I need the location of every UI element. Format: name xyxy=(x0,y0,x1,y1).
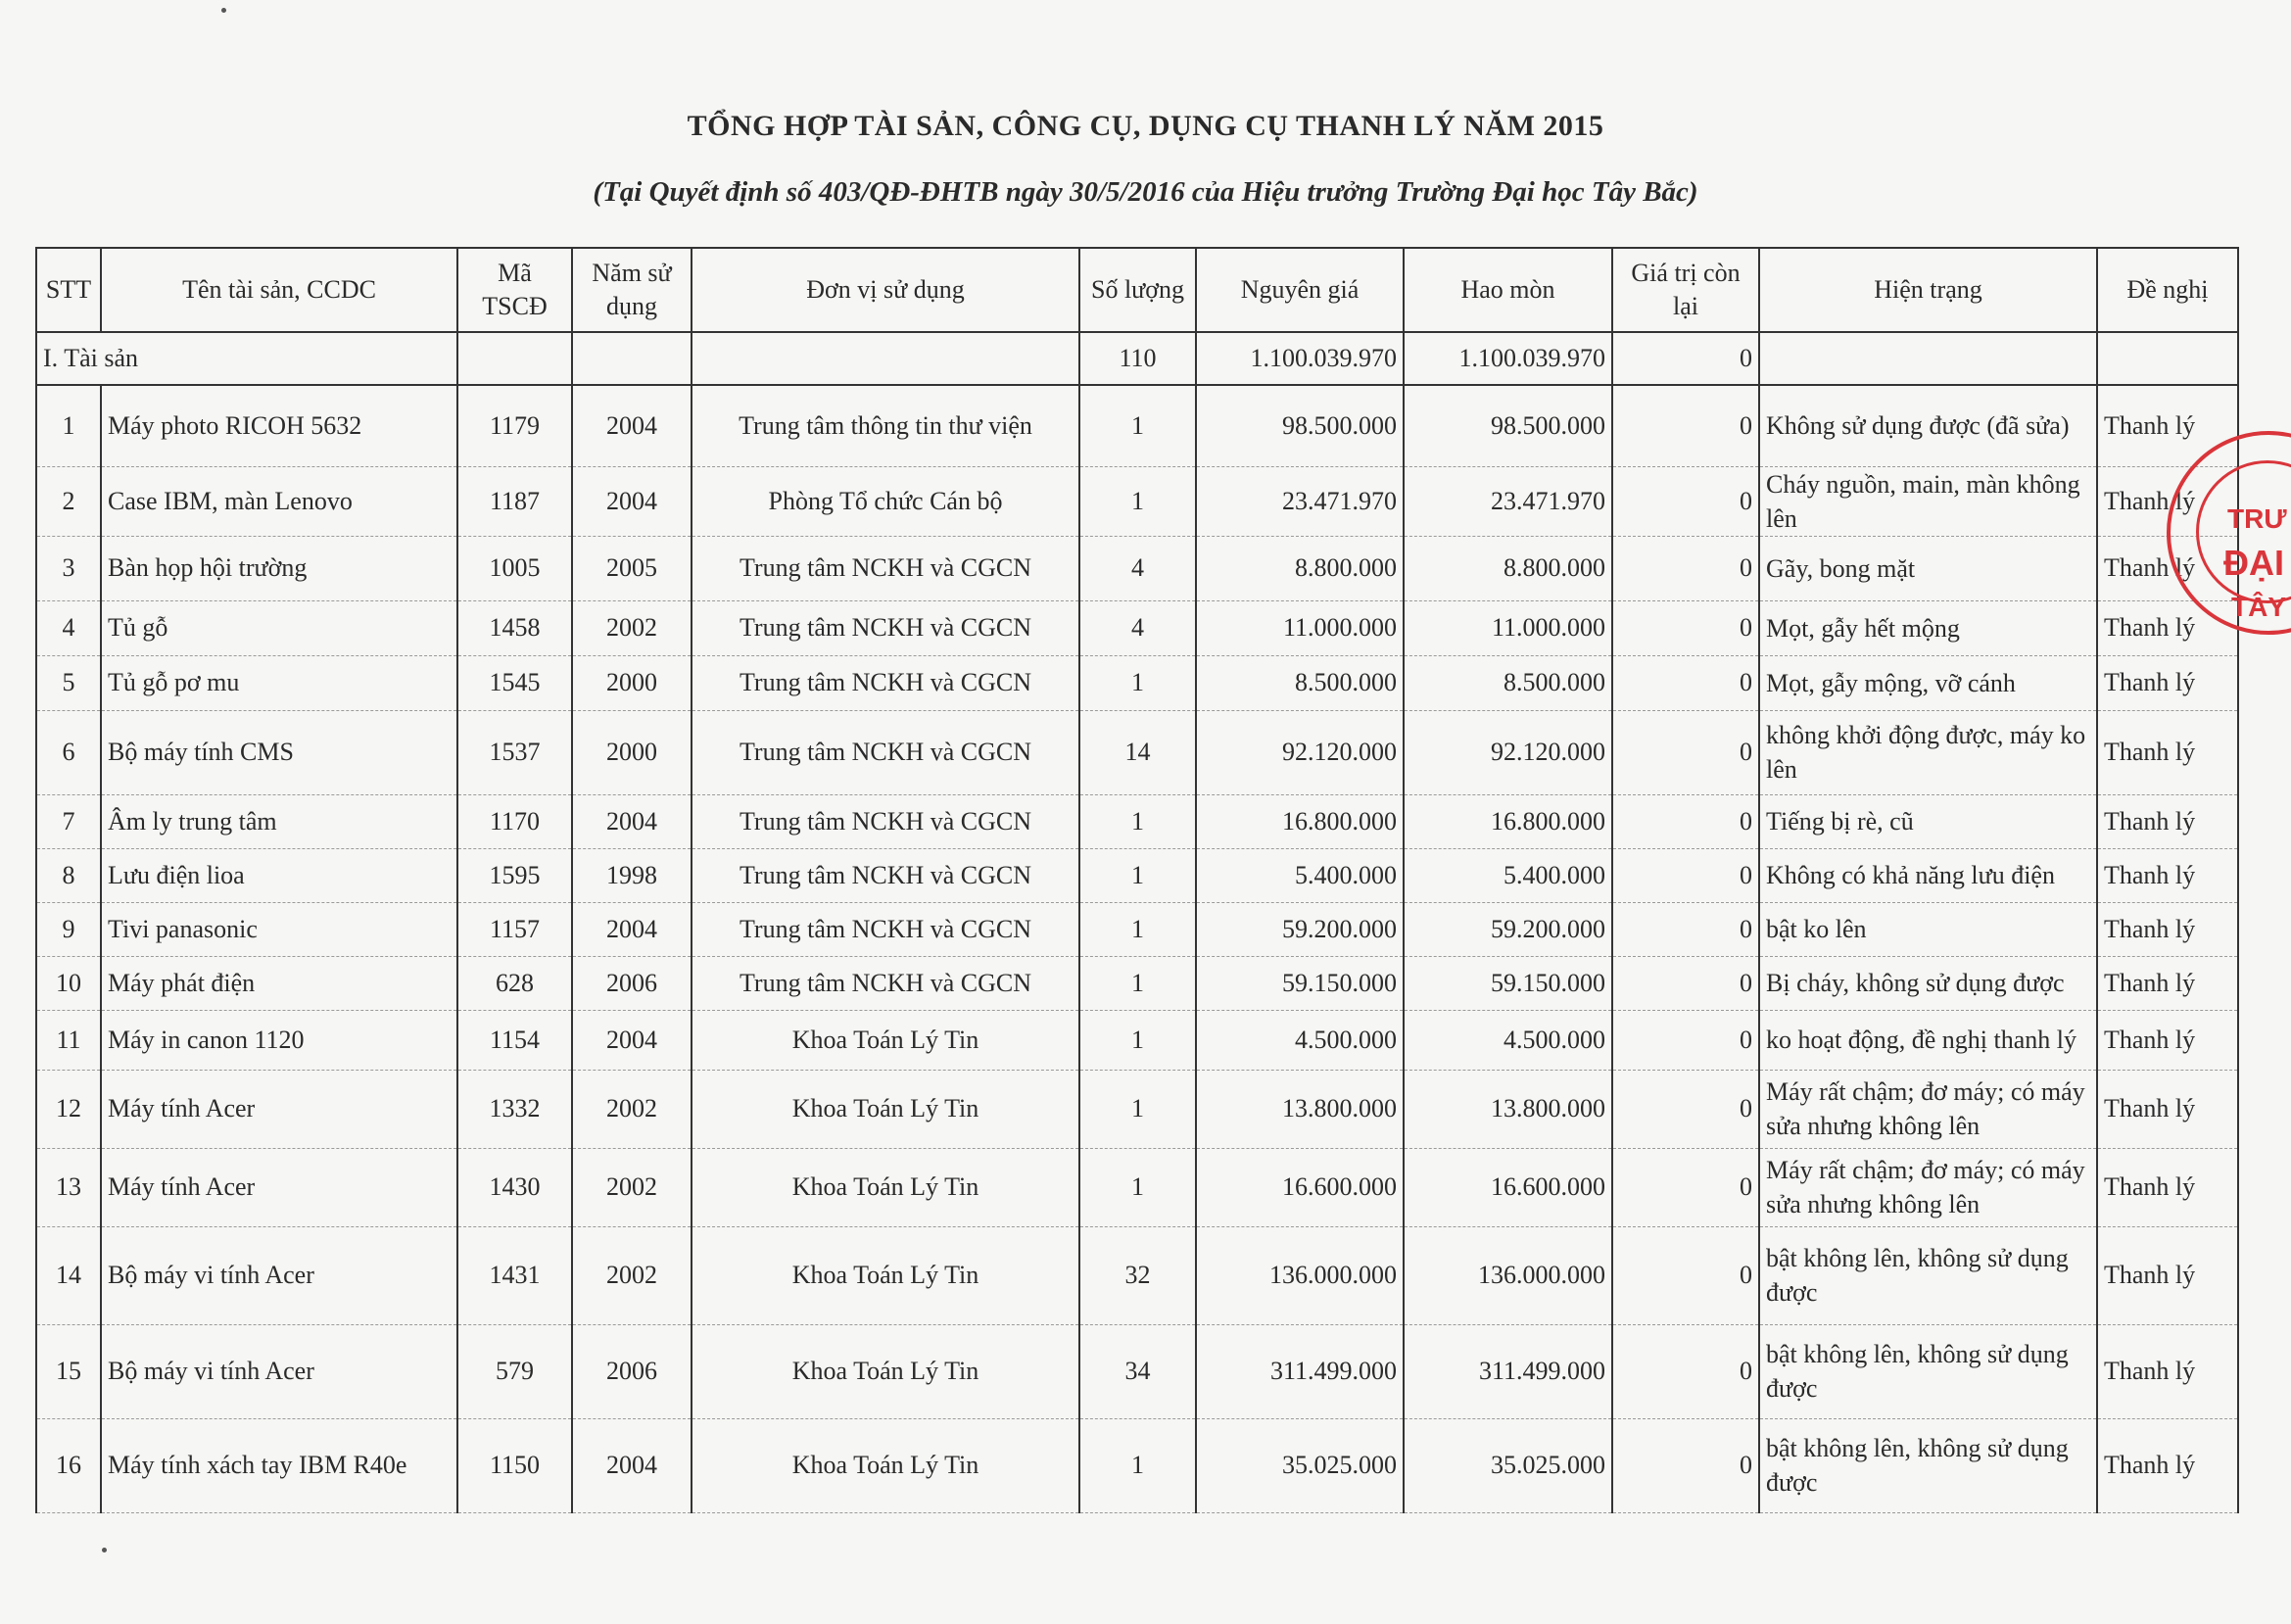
row-remaining-value: 0 xyxy=(1612,1226,1759,1324)
row-proposal: Thanh lý xyxy=(2097,536,2238,600)
row-status: Mọt, gẫy mộng, vỡ cánh xyxy=(1759,655,2097,710)
row-original-price: 136.000.000 xyxy=(1196,1226,1404,1324)
row-asset-code: 1595 xyxy=(457,848,572,902)
row-depreciation: 16.800.000 xyxy=(1404,794,1612,848)
table-row xyxy=(36,1418,2238,1512)
row-asset-code: 1150 xyxy=(457,1418,572,1512)
row-remaining-value: 0 xyxy=(1612,848,1759,902)
row-depreciation: 311.499.000 xyxy=(1404,1324,1612,1418)
row-asset-name: Máy photo RICOH 5632 xyxy=(101,385,457,466)
row-original-price: 13.800.000 xyxy=(1196,1070,1404,1148)
row-asset-name: Bộ máy vi tính Acer xyxy=(101,1324,457,1418)
section-quantity: 110 xyxy=(1079,332,1196,385)
row-stt: 7 xyxy=(36,794,101,848)
row-asset-name: Máy phát điện xyxy=(101,956,457,1010)
row-asset-code: 1154 xyxy=(457,1010,572,1070)
row-depreciation: 59.200.000 xyxy=(1404,902,1612,956)
row-year: 2006 xyxy=(572,1324,692,1418)
row-proposal: Thanh lý xyxy=(2097,1324,2238,1418)
table-row xyxy=(36,848,2238,902)
row-year: 2000 xyxy=(572,710,692,794)
row-asset-code: 1431 xyxy=(457,1226,572,1324)
row-status: bật không lên, không sử dụng được xyxy=(1759,1324,2097,1418)
row-status: Tiếng bị rè, cũ xyxy=(1759,794,2097,848)
row-quantity: 1 xyxy=(1079,655,1196,710)
row-quantity: 1 xyxy=(1079,1010,1196,1070)
row-status: Máy rất chậm; đơ máy; có máy sửa nhưng không lên xyxy=(1759,1148,2097,1226)
row-remaining-value: 0 xyxy=(1612,956,1759,1010)
row-quantity: 1 xyxy=(1079,1418,1196,1512)
document-subtitle: (Tại Quyết định số 403/QĐ-ĐHTB ngày 30/5/2016 của Hiệu trưởng Trường Đại học Tây Bắc) xyxy=(593,176,1698,208)
row-year: 1998 xyxy=(572,848,692,902)
row-asset-code: 1187 xyxy=(457,466,572,536)
row-proposal: Thanh lý xyxy=(2097,655,2238,710)
row-stt: 8 xyxy=(36,848,101,902)
row-quantity: 32 xyxy=(1079,1226,1196,1324)
table-row xyxy=(36,1148,2238,1226)
row-remaining-value: 0 xyxy=(1612,710,1759,794)
row-unit: Trung tâm NCKH và CGCN xyxy=(692,848,1079,902)
row-proposal: Thanh lý xyxy=(2097,956,2238,1010)
row-unit: Khoa Toán Lý Tin xyxy=(692,1070,1079,1148)
header-proposal: Đề nghị xyxy=(2097,248,2238,332)
row-original-price: 4.500.000 xyxy=(1196,1010,1404,1070)
row-original-price: 5.400.000 xyxy=(1196,848,1404,902)
header-year: Năm sử dụng xyxy=(572,248,692,332)
row-remaining-value: 0 xyxy=(1612,1010,1759,1070)
row-asset-name: Bộ máy vi tính Acer xyxy=(101,1226,457,1324)
scan-speck xyxy=(102,1548,107,1552)
asset-table xyxy=(35,247,2239,1513)
row-remaining-value: 0 xyxy=(1612,655,1759,710)
table-row xyxy=(36,794,2238,848)
row-status: Bị cháy, không sử dụng được xyxy=(1759,956,2097,1010)
table-row xyxy=(36,536,2238,600)
row-quantity: 1 xyxy=(1079,902,1196,956)
row-status: bật ko lên xyxy=(1759,902,2097,956)
row-unit: Khoa Toán Lý Tin xyxy=(692,1226,1079,1324)
table-row xyxy=(36,655,2238,710)
row-stt: 1 xyxy=(36,385,101,466)
row-remaining-value: 0 xyxy=(1612,902,1759,956)
row-remaining-value: 0 xyxy=(1612,600,1759,655)
table-row xyxy=(36,1010,2238,1070)
row-quantity: 34 xyxy=(1079,1324,1196,1418)
row-remaining-value: 0 xyxy=(1612,794,1759,848)
row-depreciation: 35.025.000 xyxy=(1404,1418,1612,1512)
row-year: 2006 xyxy=(572,956,692,1010)
row-stt: 9 xyxy=(36,902,101,956)
row-asset-name: Máy tính xách tay IBM R40e xyxy=(101,1418,457,1512)
section-original: 1.100.039.970 xyxy=(1196,332,1404,385)
row-original-price: 8.800.000 xyxy=(1196,536,1404,600)
row-quantity: 1 xyxy=(1079,1148,1196,1226)
header-stt: STT xyxy=(36,248,101,332)
header-status: Hiện trạng xyxy=(1759,248,2097,332)
row-asset-code: 1005 xyxy=(457,536,572,600)
scan-speck xyxy=(221,8,226,13)
row-asset-code: 1332 xyxy=(457,1070,572,1148)
row-quantity: 1 xyxy=(1079,1070,1196,1148)
row-status: bật không lên, không sử dụng được xyxy=(1759,1226,2097,1324)
row-status: Mọt, gẫy hết mộng xyxy=(1759,600,2097,655)
row-stt: 14 xyxy=(36,1226,101,1324)
row-quantity: 1 xyxy=(1079,956,1196,1010)
row-stt: 4 xyxy=(36,600,101,655)
row-asset-code: 1157 xyxy=(457,902,572,956)
row-original-price: 23.471.970 xyxy=(1196,466,1404,536)
row-depreciation: 11.000.000 xyxy=(1404,600,1612,655)
row-stt: 2 xyxy=(36,466,101,536)
row-quantity: 14 xyxy=(1079,710,1196,794)
table-row xyxy=(36,1226,2238,1324)
table-row xyxy=(36,1324,2238,1418)
row-quantity: 1 xyxy=(1079,848,1196,902)
row-quantity: 1 xyxy=(1079,794,1196,848)
row-unit: Phòng Tổ chức Cán bộ xyxy=(692,466,1079,536)
row-original-price: 311.499.000 xyxy=(1196,1324,1404,1418)
row-status: bật không lên, không sử dụng được xyxy=(1759,1418,2097,1512)
row-proposal: Thanh lý xyxy=(2097,794,2238,848)
row-depreciation: 13.800.000 xyxy=(1404,1070,1612,1148)
row-unit: Trung tâm NCKH và CGCN xyxy=(692,794,1079,848)
row-unit: Trung tâm NCKH và CGCN xyxy=(692,902,1079,956)
row-asset-name: Máy tính Acer xyxy=(101,1070,457,1148)
row-depreciation: 59.150.000 xyxy=(1404,956,1612,1010)
row-asset-code: 579 xyxy=(457,1324,572,1418)
table-row xyxy=(36,466,2238,536)
header-remaining-value: Giá trị còn lại xyxy=(1612,248,1759,332)
row-proposal: Thanh lý xyxy=(2097,1070,2238,1148)
row-asset-name: Tivi panasonic xyxy=(101,902,457,956)
row-depreciation: 92.120.000 xyxy=(1404,710,1612,794)
row-unit: Trung tâm NCKH và CGCN xyxy=(692,956,1079,1010)
row-asset-name: Tủ gỗ pơ mu xyxy=(101,655,457,710)
section-depreciation: 1.100.039.970 xyxy=(1404,332,1612,385)
row-status: Không sử dụng được (đã sửa) xyxy=(1759,385,2097,466)
row-original-price: 59.150.000 xyxy=(1196,956,1404,1010)
row-asset-code: 1545 xyxy=(457,655,572,710)
row-depreciation: 16.600.000 xyxy=(1404,1148,1612,1226)
table-row xyxy=(36,902,2238,956)
row-unit: Trung tâm NCKH và CGCN xyxy=(692,600,1079,655)
table-row xyxy=(36,600,2238,655)
row-quantity: 4 xyxy=(1079,536,1196,600)
row-proposal: Thanh lý xyxy=(2097,1418,2238,1512)
row-unit: Khoa Toán Lý Tin xyxy=(692,1148,1079,1226)
row-original-price: 98.500.000 xyxy=(1196,385,1404,466)
row-status: Cháy nguồn, main, màn không lên xyxy=(1759,466,2097,536)
row-year: 2004 xyxy=(572,902,692,956)
row-unit: Khoa Toán Lý Tin xyxy=(692,1418,1079,1512)
row-original-price: 16.800.000 xyxy=(1196,794,1404,848)
row-original-price: 35.025.000 xyxy=(1196,1418,1404,1512)
row-year: 2000 xyxy=(572,655,692,710)
row-quantity: 1 xyxy=(1079,385,1196,466)
row-quantity: 1 xyxy=(1079,466,1196,536)
row-stt: 11 xyxy=(36,1010,101,1070)
section-remaining: 0 xyxy=(1612,332,1759,385)
row-original-price: 16.600.000 xyxy=(1196,1148,1404,1226)
row-remaining-value: 0 xyxy=(1612,1070,1759,1148)
row-remaining-value: 0 xyxy=(1612,385,1759,466)
row-proposal: Thanh lý xyxy=(2097,600,2238,655)
row-asset-name: Bộ máy tính CMS xyxy=(101,710,457,794)
header-original-price: Nguyên giá xyxy=(1196,248,1404,332)
row-status: Không có khả năng lưu điện xyxy=(1759,848,2097,902)
row-asset-name: Case IBM, màn Lenovo xyxy=(101,466,457,536)
row-asset-name: Máy in canon 1120 xyxy=(101,1010,457,1070)
table-row xyxy=(36,710,2238,794)
header-unit: Đơn vị sử dụng xyxy=(692,248,1079,332)
row-stt: 15 xyxy=(36,1324,101,1418)
row-year: 2004 xyxy=(572,1010,692,1070)
table-row xyxy=(36,1070,2238,1148)
row-remaining-value: 0 xyxy=(1612,1418,1759,1512)
row-unit: Trung tâm NCKH và CGCN xyxy=(692,710,1079,794)
row-status: không khởi động được, máy ko lên xyxy=(1759,710,2097,794)
row-asset-code: 1430 xyxy=(457,1148,572,1226)
row-depreciation: 23.471.970 xyxy=(1404,466,1612,536)
row-unit: Trung tâm NCKH và CGCN xyxy=(692,536,1079,600)
row-quantity: 4 xyxy=(1079,600,1196,655)
table-header-row xyxy=(36,248,2238,332)
row-proposal: Thanh lý xyxy=(2097,1148,2238,1226)
row-stt: 16 xyxy=(36,1418,101,1512)
header-quantity: Số lượng xyxy=(1079,248,1196,332)
row-year: 2002 xyxy=(572,1226,692,1324)
row-asset-code: 628 xyxy=(457,956,572,1010)
row-year: 2004 xyxy=(572,466,692,536)
row-status: Máy rất chậm; đơ máy; có máy sửa nhưng không lên xyxy=(1759,1070,2097,1148)
document-title: TỔNG HỢP TÀI SẢN, CÔNG CỤ, DỤNG CỤ THANH LÝ NĂM 2015 xyxy=(687,110,1604,142)
row-depreciation: 5.400.000 xyxy=(1404,848,1612,902)
row-stt: 6 xyxy=(36,710,101,794)
row-year: 2002 xyxy=(572,600,692,655)
row-stt: 3 xyxy=(36,536,101,600)
row-asset-name: Bàn họp hội trường xyxy=(101,536,457,600)
row-asset-name: Lưu điện lioa xyxy=(101,848,457,902)
row-stt: 13 xyxy=(36,1148,101,1226)
row-asset-code: 1179 xyxy=(457,385,572,466)
row-original-price: 8.500.000 xyxy=(1196,655,1404,710)
row-asset-name: Tủ gỗ xyxy=(101,600,457,655)
row-asset-code: 1537 xyxy=(457,710,572,794)
row-proposal: Thanh lý xyxy=(2097,902,2238,956)
row-depreciation: 4.500.000 xyxy=(1404,1010,1612,1070)
row-proposal: Thanh lý xyxy=(2097,710,2238,794)
stamp-text-2: ĐẠI xyxy=(2223,543,2284,583)
row-proposal: Thanh lý xyxy=(2097,385,2238,466)
row-unit: Trung tâm thông tin thư viện xyxy=(692,385,1079,466)
row-proposal: Thanh lý xyxy=(2097,466,2238,536)
row-depreciation: 136.000.000 xyxy=(1404,1226,1612,1324)
row-year: 2002 xyxy=(572,1148,692,1226)
table-row xyxy=(36,385,2238,466)
stamp-text-3: TÂY xyxy=(2231,592,2286,622)
row-stt: 10 xyxy=(36,956,101,1010)
row-status: ko hoạt động, đề nghị thanh lý xyxy=(1759,1010,2097,1070)
row-original-price: 59.200.000 xyxy=(1196,902,1404,956)
table-row xyxy=(36,956,2238,1010)
row-asset-name: Máy tính Acer xyxy=(101,1148,457,1226)
row-proposal: Thanh lý xyxy=(2097,848,2238,902)
row-original-price: 92.120.000 xyxy=(1196,710,1404,794)
row-depreciation: 98.500.000 xyxy=(1404,385,1612,466)
row-proposal: Thanh lý xyxy=(2097,1226,2238,1324)
section-label: I. Tài sản xyxy=(36,332,457,385)
row-proposal: Thanh lý xyxy=(2097,1010,2238,1070)
row-year: 2005 xyxy=(572,536,692,600)
row-remaining-value: 0 xyxy=(1612,1148,1759,1226)
row-asset-name: Âm ly trung tâm xyxy=(101,794,457,848)
row-remaining-value: 0 xyxy=(1612,536,1759,600)
row-year: 2004 xyxy=(572,794,692,848)
row-depreciation: 8.800.000 xyxy=(1404,536,1612,600)
row-unit: Khoa Toán Lý Tin xyxy=(692,1324,1079,1418)
row-remaining-value: 0 xyxy=(1612,466,1759,536)
row-year: 2002 xyxy=(572,1070,692,1148)
header-name: Tên tài sản, CCDC xyxy=(101,248,457,332)
row-unit: Khoa Toán Lý Tin xyxy=(692,1010,1079,1070)
row-status: Gãy, bong mặt xyxy=(1759,536,2097,600)
row-stt: 5 xyxy=(36,655,101,710)
row-asset-code: 1458 xyxy=(457,600,572,655)
row-remaining-value: 0 xyxy=(1612,1324,1759,1418)
row-original-price: 11.000.000 xyxy=(1196,600,1404,655)
header-depreciation: Hao mòn xyxy=(1404,248,1612,332)
row-unit: Trung tâm NCKH và CGCN xyxy=(692,655,1079,710)
row-asset-code: 1170 xyxy=(457,794,572,848)
row-depreciation: 8.500.000 xyxy=(1404,655,1612,710)
row-year: 2004 xyxy=(572,1418,692,1512)
row-year: 2004 xyxy=(572,385,692,466)
section-row xyxy=(36,332,2238,385)
row-stt: 12 xyxy=(36,1070,101,1148)
header-code: Mã TSCĐ xyxy=(457,248,572,332)
stamp-text-1: TRƯ xyxy=(2227,503,2287,534)
